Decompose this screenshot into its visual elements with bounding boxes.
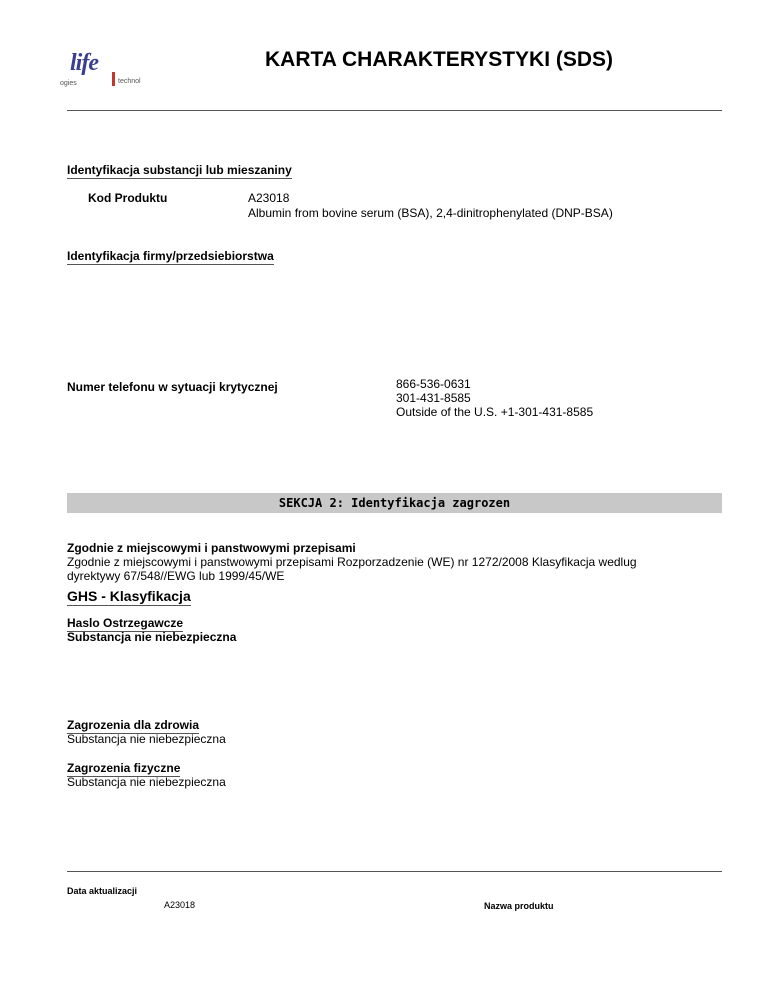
emergency-phone-1: 866-536-0631: [396, 377, 471, 391]
page-title: KARTA CHARAKTERYSTYKI (SDS): [265, 48, 614, 71]
footer-divider: [67, 871, 722, 872]
regulations-text-line-1: Zgodnie z miejscowymi i panstwowymi przepisami Rozporzadzenie (WE) nr 1272/2008 Klasyfikacja wedlug: [67, 555, 637, 569]
company-logo: [60, 50, 160, 92]
section-2-bar: [67, 493, 722, 513]
regulations-heading: Zgodnie z miejscowymi i panstwowymi przepisami: [67, 541, 356, 555]
signal-word-heading: Haslo Ostrzegawcze: [67, 616, 184, 630]
product-code-value: A23018: [248, 191, 290, 205]
physical-hazards-heading: Zagrozenia fizyczne: [67, 761, 181, 775]
health-hazards-heading: Zagrozenia dla zdrowia: [67, 718, 200, 732]
physical-hazards-value: Substancja nie niebezpieczna: [67, 775, 226, 789]
emergency-phone-3: Outside of the U.S. +1-301-431-8585: [396, 405, 594, 419]
emergency-phone-2: 301-431-8585: [396, 391, 471, 405]
logo-wordmark: life: [70, 50, 98, 76]
signal-word-value: Substancja nie niebezpieczna: [67, 630, 237, 644]
header-divider: [67, 110, 722, 111]
emergency-phone-label: Numer telefonu w sytuacji krytycznej: [67, 380, 278, 394]
product-code-label: Kod Produktu: [88, 191, 168, 205]
revision-date-label: Data aktualizacji: [67, 886, 138, 896]
identification-heading: Identyfikacja substancji lub mieszaniny: [67, 163, 292, 177]
ghs-classification-heading: GHS - Klasyfikacja: [67, 588, 191, 604]
product-name-label: Nazwa produktu: [484, 901, 554, 911]
logo-fragment-right: technol: [118, 78, 141, 85]
product-name-value: Albumin from bovine serum (BSA), 2,4-dinitrophenylated (DNP-BSA): [248, 206, 613, 220]
logo-fragment-left: ogies: [60, 80, 77, 87]
regulations-text-line-2: dyrektywy 67/548//EWG lub 1999/45/WE: [67, 569, 285, 583]
health-hazards-value: Substancja nie niebezpieczna: [67, 732, 226, 746]
section-2-title: SEKCJA 2: Identyfikacja zagrozen: [278, 496, 511, 510]
company-heading: Identyfikacja firmy/przedsiebiorstwa: [67, 249, 274, 263]
footer-product-code: A23018: [164, 900, 196, 910]
logo-accent-bar: [112, 72, 115, 86]
